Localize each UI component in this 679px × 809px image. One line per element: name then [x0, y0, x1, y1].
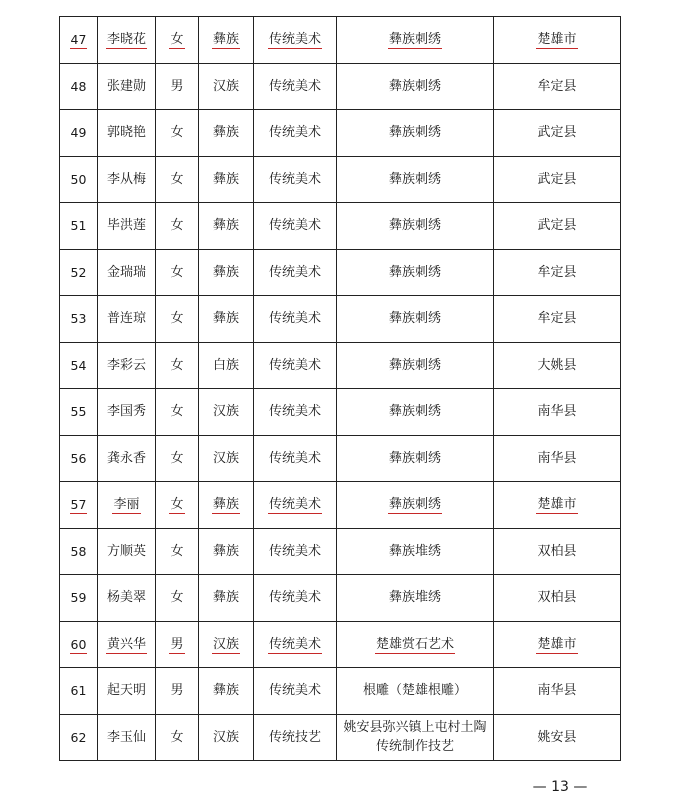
- row-number: 55: [70, 404, 87, 420]
- project-name-cell: [337, 63, 494, 110]
- region: 楚雄市: [537, 636, 577, 652]
- project-name: 彝族刺绣: [388, 125, 441, 141]
- gender-cell: [156, 482, 199, 529]
- ethnicity: 汉族: [212, 78, 239, 94]
- ethnicity-cell: [199, 714, 254, 761]
- region: 南华县: [537, 450, 577, 466]
- row-number-cell: [60, 482, 98, 529]
- table-row: [60, 482, 621, 529]
- table-row: [60, 296, 621, 343]
- table-body: [60, 17, 621, 761]
- table-row: [60, 714, 621, 761]
- project-name: 根雕（楚雄根雕）: [362, 683, 467, 699]
- region-cell: [494, 17, 621, 64]
- region-cell: [494, 156, 621, 203]
- gender-cell: [156, 17, 199, 64]
- region-cell: [494, 203, 621, 250]
- category: 传统美术: [268, 311, 321, 327]
- region-cell: [494, 482, 621, 529]
- region-cell: [494, 528, 621, 575]
- project-name-cell: [337, 17, 494, 64]
- gender-cell: [156, 668, 199, 715]
- region: 牟定县: [537, 311, 577, 327]
- project-name: 彝族刺绣: [388, 171, 441, 187]
- gender-cell: [156, 714, 199, 761]
- gender: 女: [170, 590, 184, 606]
- gender: 女: [170, 311, 184, 327]
- table-row: [60, 389, 621, 436]
- inheritor-name: 普连琼: [106, 311, 146, 327]
- gender-cell: [156, 342, 199, 389]
- inheritor-name: 李丽: [113, 497, 140, 513]
- ethnicity: 彝族: [212, 218, 239, 234]
- row-number: 62: [70, 729, 87, 745]
- inheritor-name-cell: [98, 296, 156, 343]
- category-cell: [254, 435, 337, 482]
- project-name-cell: [337, 435, 494, 482]
- gender: 女: [170, 450, 184, 466]
- row-number: 48: [70, 78, 87, 94]
- region-cell: [494, 714, 621, 761]
- ethnicity: 彝族: [212, 32, 239, 48]
- category-cell: [254, 389, 337, 436]
- inheritor-name-cell: [98, 156, 156, 203]
- ethnicity-cell: [199, 249, 254, 296]
- inheritor-name: 李晓花: [106, 32, 146, 48]
- row-number-cell: [60, 621, 98, 668]
- project-name-cell: [337, 668, 494, 715]
- category: 传统美术: [268, 683, 321, 699]
- region-cell: [494, 575, 621, 622]
- region-cell: [494, 621, 621, 668]
- category: 传统美术: [268, 357, 321, 373]
- inheritor-name-cell: [98, 389, 156, 436]
- gender-cell: [156, 389, 199, 436]
- project-name-cell: [337, 714, 494, 761]
- category: 传统美术: [268, 590, 321, 606]
- row-number-cell: [60, 156, 98, 203]
- category-cell: [254, 621, 337, 668]
- category: 传统美术: [268, 218, 321, 234]
- project-name: 彝族刺绣: [388, 497, 441, 513]
- category: 传统美术: [268, 497, 321, 513]
- region: 楚雄市: [537, 32, 577, 48]
- project-name-cell: [337, 156, 494, 203]
- category-cell: [254, 528, 337, 575]
- project-name: 彝族刺绣: [388, 450, 441, 466]
- category: 传统美术: [268, 171, 321, 187]
- gender-cell: [156, 621, 199, 668]
- region: 姚安县: [537, 729, 577, 745]
- inheritor-name: 李从梅: [106, 171, 146, 187]
- ethnicity: 彝族: [212, 497, 239, 513]
- ethnicity: 彝族: [212, 543, 239, 559]
- project-name: 彝族刺绣: [388, 32, 441, 48]
- gender: 男: [170, 78, 184, 94]
- ethnicity: 汉族: [212, 450, 239, 466]
- project-name-cell: [337, 342, 494, 389]
- ethnicity-cell: [199, 17, 254, 64]
- region-cell: [494, 63, 621, 110]
- inheritor-name: 郭晓艳: [106, 125, 146, 141]
- inheritor-name-cell: [98, 668, 156, 715]
- table-row: [60, 621, 621, 668]
- region: 牟定县: [537, 78, 577, 94]
- project-name: 姚安县弥兴镇上屯村土陶传统制作技艺: [343, 720, 487, 755]
- region: 南华县: [537, 683, 577, 699]
- project-name: 彝族刺绣: [388, 264, 441, 280]
- ethnicity-cell: [199, 389, 254, 436]
- project-name-cell: [337, 110, 494, 157]
- table-row: [60, 435, 621, 482]
- category-cell: [254, 342, 337, 389]
- project-name: 彝族堆绣: [388, 590, 441, 606]
- gender: 女: [170, 218, 184, 234]
- page-number: — 13 —: [532, 779, 588, 795]
- region-cell: [494, 110, 621, 157]
- row-number-cell: [60, 17, 98, 64]
- ethnicity: 彝族: [212, 125, 239, 141]
- ethnicity: 白族: [212, 357, 239, 373]
- ethnicity-cell: [199, 296, 254, 343]
- category-cell: [254, 668, 337, 715]
- region-cell: [494, 249, 621, 296]
- row-number-cell: [60, 63, 98, 110]
- inheritor-name-cell: [98, 528, 156, 575]
- gender-cell: [156, 249, 199, 296]
- gender: 女: [170, 125, 184, 141]
- project-name-cell: [337, 389, 494, 436]
- row-number: 52: [70, 264, 87, 280]
- row-number-cell: [60, 110, 98, 157]
- category: 传统美术: [268, 125, 321, 141]
- inheritor-name-cell: [98, 17, 156, 64]
- table-row: [60, 17, 621, 64]
- region-cell: [494, 668, 621, 715]
- ethnicity: 彝族: [212, 590, 239, 606]
- inheritor-name: 毕洪莲: [106, 218, 146, 234]
- category: 传统美术: [268, 404, 321, 420]
- ethnicity-cell: [199, 482, 254, 529]
- inheritor-name: 金瑞瑞: [106, 264, 146, 280]
- row-number-cell: [60, 575, 98, 622]
- inheritor-name-cell: [98, 63, 156, 110]
- inheritor-name-cell: [98, 203, 156, 250]
- category-cell: [254, 249, 337, 296]
- project-name: 彝族刺绣: [388, 218, 441, 234]
- table-row: [60, 342, 621, 389]
- inheritor-name: 黄兴华: [106, 636, 146, 652]
- category-cell: [254, 714, 337, 761]
- inheritor-name-cell: [98, 249, 156, 296]
- ethnicity-cell: [199, 63, 254, 110]
- gender-cell: [156, 156, 199, 203]
- row-number: 57: [70, 497, 87, 513]
- region-cell: [494, 435, 621, 482]
- row-number-cell: [60, 342, 98, 389]
- gender: 女: [170, 729, 184, 745]
- inheritor-name-cell: [98, 110, 156, 157]
- gender-cell: [156, 296, 199, 343]
- project-name-cell: [337, 296, 494, 343]
- ethnicity-cell: [199, 668, 254, 715]
- inheritors-table: [59, 16, 621, 761]
- project-name-cell: [337, 482, 494, 529]
- inheritor-name: 杨美翠: [106, 590, 146, 606]
- inheritor-name: 李彩云: [106, 357, 146, 373]
- category-cell: [254, 156, 337, 203]
- table-row: [60, 63, 621, 110]
- gender: 女: [170, 497, 184, 513]
- project-name: 彝族刺绣: [388, 404, 441, 420]
- ethnicity: 彝族: [212, 683, 239, 699]
- row-number-cell: [60, 714, 98, 761]
- category-cell: [254, 63, 337, 110]
- inheritor-name: 龚永香: [106, 450, 146, 466]
- row-number: 53: [70, 311, 87, 327]
- row-number: 58: [70, 543, 87, 559]
- table-row: [60, 156, 621, 203]
- ethnicity: 彝族: [212, 311, 239, 327]
- project-name: 彝族刺绣: [388, 78, 441, 94]
- inheritor-name: 张建勋: [106, 78, 146, 94]
- inheritor-name: 李国秀: [106, 404, 146, 420]
- region: 楚雄市: [537, 497, 577, 513]
- region: 武定县: [537, 125, 577, 141]
- gender: 男: [170, 636, 184, 652]
- region-cell: [494, 342, 621, 389]
- row-number: 49: [70, 125, 87, 141]
- gender-cell: [156, 203, 199, 250]
- ethnicity: 汉族: [212, 729, 239, 745]
- row-number-cell: [60, 435, 98, 482]
- category-cell: [254, 110, 337, 157]
- inheritor-name-cell: [98, 342, 156, 389]
- category-cell: [254, 17, 337, 64]
- region-cell: [494, 296, 621, 343]
- ethnicity-cell: [199, 621, 254, 668]
- ethnicity-cell: [199, 110, 254, 157]
- row-number: 56: [70, 450, 87, 466]
- table-row: [60, 249, 621, 296]
- inheritor-name-cell: [98, 575, 156, 622]
- project-name-cell: [337, 528, 494, 575]
- gender: 女: [170, 264, 184, 280]
- row-number: 59: [70, 590, 87, 606]
- inheritor-name: 起天明: [106, 683, 146, 699]
- category-cell: [254, 482, 337, 529]
- category: 传统美术: [268, 450, 321, 466]
- category: 传统技艺: [268, 729, 321, 745]
- row-number: 51: [70, 218, 87, 234]
- row-number: 60: [70, 636, 87, 652]
- row-number-cell: [60, 528, 98, 575]
- gender-cell: [156, 528, 199, 575]
- gender: 女: [170, 543, 184, 559]
- ethnicity: 彝族: [212, 171, 239, 187]
- project-name-cell: [337, 575, 494, 622]
- category-cell: [254, 296, 337, 343]
- region: 双柏县: [537, 590, 577, 606]
- project-name: 彝族刺绣: [388, 311, 441, 327]
- table-row: [60, 668, 621, 715]
- inheritor-name: 李玉仙: [106, 729, 146, 745]
- table-row: [60, 575, 621, 622]
- region: 双柏县: [537, 543, 577, 559]
- gender: 男: [170, 683, 184, 699]
- category: 传统美术: [268, 636, 321, 652]
- table-row: [60, 203, 621, 250]
- row-number-cell: [60, 296, 98, 343]
- row-number-cell: [60, 249, 98, 296]
- inheritor-name: 方顺英: [106, 543, 146, 559]
- category: 传统美术: [268, 543, 321, 559]
- category-cell: [254, 575, 337, 622]
- project-name: 楚雄赏石艺术: [375, 636, 454, 652]
- project-name-cell: [337, 249, 494, 296]
- gender: 女: [170, 404, 184, 420]
- row-number: 50: [70, 171, 87, 187]
- project-name: 彝族堆绣: [388, 543, 441, 559]
- ethnicity-cell: [199, 342, 254, 389]
- ethnicity: 汉族: [212, 636, 239, 652]
- row-number-cell: [60, 668, 98, 715]
- project-name-cell: [337, 621, 494, 668]
- ethnicity: 彝族: [212, 264, 239, 280]
- ethnicity-cell: [199, 435, 254, 482]
- gender: 女: [170, 357, 184, 373]
- gender-cell: [156, 110, 199, 157]
- category-cell: [254, 203, 337, 250]
- region-cell: [494, 389, 621, 436]
- gender: 女: [170, 32, 184, 48]
- table-row: [60, 110, 621, 157]
- ethnicity-cell: [199, 575, 254, 622]
- gender-cell: [156, 575, 199, 622]
- inheritor-name-cell: [98, 435, 156, 482]
- ethnicity-cell: [199, 156, 254, 203]
- region: 武定县: [537, 171, 577, 187]
- region: 牟定县: [537, 264, 577, 280]
- category: 传统美术: [268, 78, 321, 94]
- gender-cell: [156, 63, 199, 110]
- gender: 女: [170, 171, 184, 187]
- row-number: 61: [70, 683, 87, 699]
- table-row: [60, 528, 621, 575]
- region: 武定县: [537, 218, 577, 234]
- project-name-cell: [337, 203, 494, 250]
- ethnicity: 汉族: [212, 404, 239, 420]
- row-number-cell: [60, 389, 98, 436]
- category: 传统美术: [268, 32, 321, 48]
- inheritor-name-cell: [98, 482, 156, 529]
- inheritor-name-cell: [98, 714, 156, 761]
- ethnicity-cell: [199, 203, 254, 250]
- row-number-cell: [60, 203, 98, 250]
- row-number: 54: [70, 357, 87, 373]
- ethnicity-cell: [199, 528, 254, 575]
- row-number: 47: [70, 32, 87, 48]
- region: 南华县: [537, 404, 577, 420]
- project-name: 彝族刺绣: [388, 357, 441, 373]
- gender-cell: [156, 435, 199, 482]
- region: 大姚县: [537, 357, 577, 373]
- inheritor-name-cell: [98, 621, 156, 668]
- category: 传统美术: [268, 264, 321, 280]
